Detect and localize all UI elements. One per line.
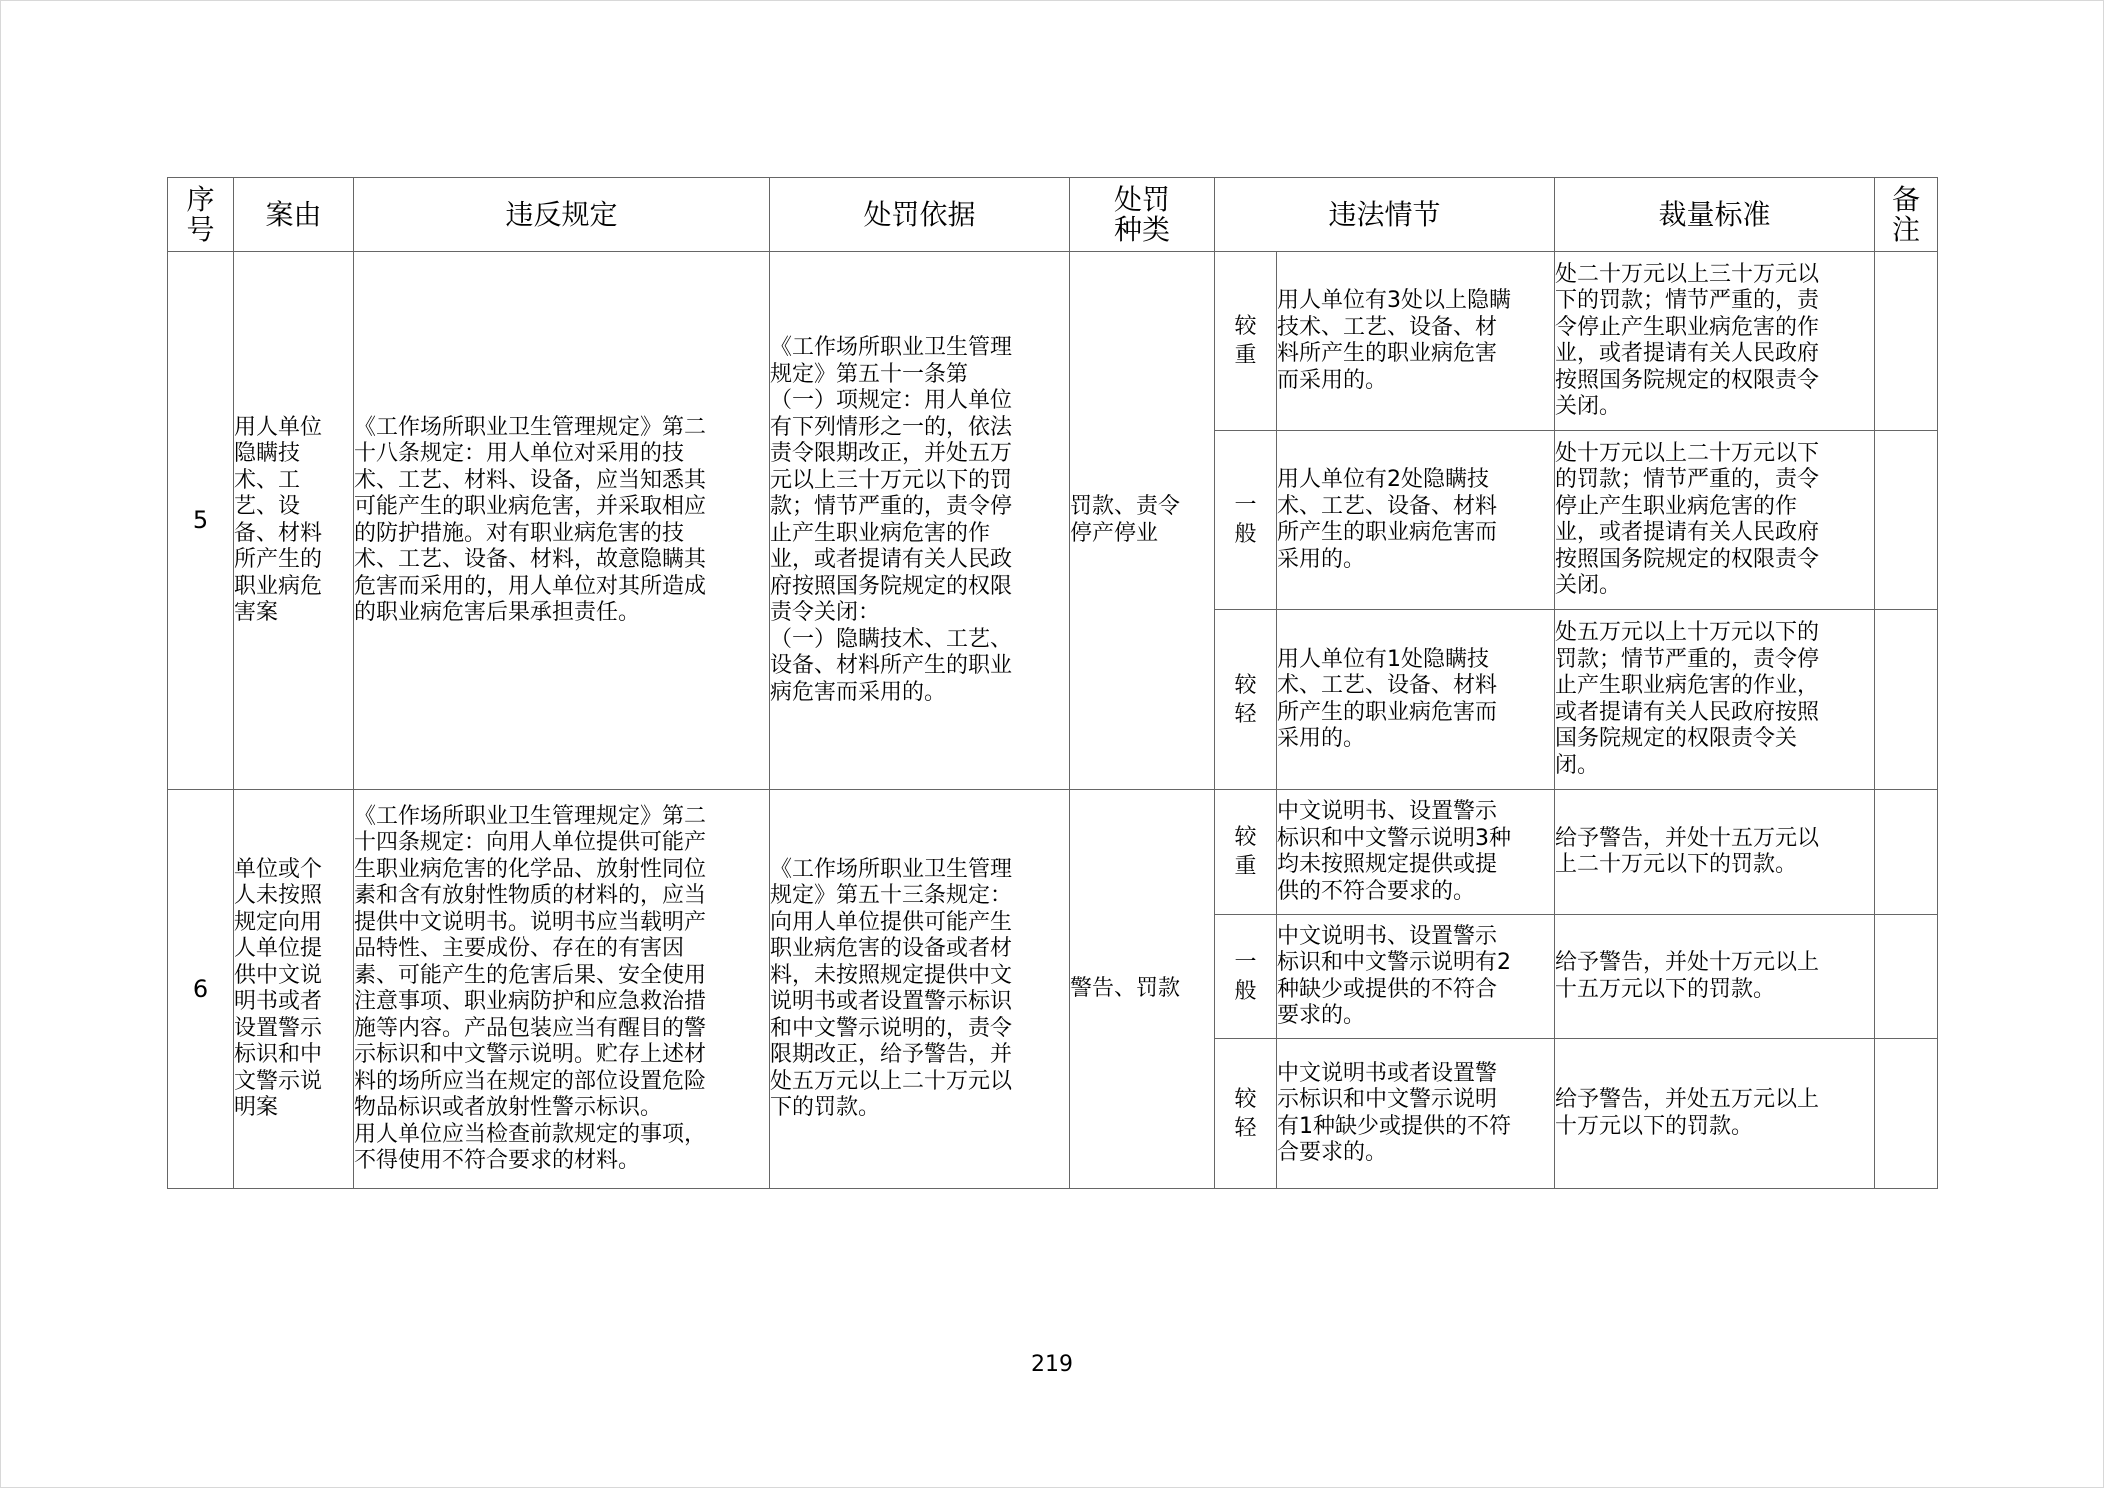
- header-circumstance: 违法情节: [1215, 178, 1555, 252]
- header-standard: 裁量标准: [1555, 178, 1875, 252]
- header-basis: 处罚依据: [770, 178, 1070, 252]
- page-number: 219: [1031, 1352, 1073, 1377]
- circumstance-text: 用人单位有1处隐瞒技 术、工艺、设备、材料 所产生的职业病危害而 采用的。: [1277, 610, 1555, 790]
- row-seq: 5: [168, 252, 234, 790]
- note-cell: [1875, 610, 1938, 790]
- header-type: 处罚 种类: [1070, 178, 1215, 252]
- note-cell: [1875, 1039, 1938, 1189]
- row-basis: 《工作场所职业卫生管理 规定》第五十三条规定： 向用人单位提供可能产生 职业病危害的设备或者材 料，未按照规定提供中文 说明书或者设置警示标识 和中文警示说明的，责令 限期改正，给予警告，并 处五万元以上二十万元以 下的罚款。: [770, 790, 1070, 1189]
- row-penalty-type: 罚款、责令 停产停业: [1070, 252, 1215, 790]
- row-violation: 《工作场所职业卫生管理规定》第二 十八条规定：用人单位对采用的技 术、工艺、材料、设备，应当知悉其 可能产生的职业病危害，并采取相应 的防护措施。对有职业病危害的技 术、工艺、设备、材料，故意隐瞒其 危害而采用的，用人单位对其所造成 的职业病危害后果承担责任。: [354, 252, 770, 790]
- level-label: 一 般: [1215, 915, 1277, 1039]
- standard-text: 处五万元以上十万元以下的 罚款；情节严重的，责令停 止产生职业病危害的作业， 或者提请有关人民政府按照 国务院规定的权限责令关 闭。: [1555, 610, 1875, 790]
- row-cause: 单位或个 人未按照 规定向用 人单位提 供中文说 明书或者 设置警示 标识和中 文警示说 明案: [234, 790, 354, 1189]
- header-note: 备 注: [1875, 178, 1938, 252]
- header-seq: 序 号: [168, 178, 234, 252]
- row-violation: 《工作场所职业卫生管理规定》第二 十四条规定：向用人单位提供可能产 生职业病危害的化学品、放射性同位 素和含有放射性物质的材料的，应当 提供中文说明书。说明书应当载明产 品特性、主要成份、存在的有害因 素、可能产生的危害后果、安全使用 注意事项、职业病防护和应急救治措 施等内容。产品包装应当有醒目的警 示标识和中文警示说明。贮存上述材 料的场所应当在规定的部位设置危险 物品标识或者放射性警示标识。 用人单位应当检查前款规定的事项， 不得使用不符合要求的材料。: [354, 790, 770, 1189]
- note-cell: [1875, 790, 1938, 915]
- standard-text: 给予警告，并处十五万元以 上二十万元以下的罚款。: [1555, 790, 1875, 915]
- row-cause: 用人单位 隐瞒技 术、工 艺、设 备、材料 所产生的 职业病危 害案: [234, 252, 354, 790]
- circumstance-text: 中文说明书或者设置警 示标识和中文警示说明 有1种缺少或提供的不符 合要求的。: [1277, 1039, 1555, 1189]
- header-cause: 案由: [234, 178, 354, 252]
- circumstance-text: 中文说明书、设置警示 标识和中文警示说明有2 种缺少或提供的不符合 要求的。: [1277, 915, 1555, 1039]
- note-cell: [1875, 252, 1938, 431]
- row-seq: 6: [168, 790, 234, 1189]
- circumstance-text: 中文说明书、设置警示 标识和中文警示说明3种 均未按照规定提供或提 供的不符合要求的。: [1277, 790, 1555, 915]
- level-label: 较 重: [1215, 790, 1277, 915]
- level-label: 较 重: [1215, 252, 1277, 431]
- penalty-table: [167, 177, 1938, 1189]
- table-row: [168, 790, 1938, 915]
- standard-text: 处十万元以上二十万元以下 的罚款；情节严重的，责令 停止产生职业病危害的作 业，或者提请有关人民政府 按照国务院规定的权限责令 关闭。: [1555, 431, 1875, 610]
- standard-text: 给予警告，并处十万元以上 十五万元以下的罚款。: [1555, 915, 1875, 1039]
- standard-text: 给予警告，并处五万元以上 十万元以下的罚款。: [1555, 1039, 1875, 1189]
- row-basis: 《工作场所职业卫生管理 规定》第五十一条第 （一）项规定：用人单位 有下列情形之一的，依法 责令限期改正，并处五万 元以上三十万元以下的罚 款；情节严重的，责令停 止产生职业病危害的作 业，或者提请有关人民政 府按照国务院规定的权限 责令关闭： （一）隐瞒技术、工艺、 设备、材料所产生的职业 病危害而采用的。: [770, 252, 1070, 790]
- circumstance-text: 用人单位有3处以上隐瞒 技术、工艺、设备、材 料所产生的职业病危害 而采用的。: [1277, 252, 1555, 431]
- standard-text: 处二十万元以上三十万元以 下的罚款；情节严重的，责 令停止产生职业病危害的作 业，或者提请有关人民政府 按照国务院规定的权限责令 关闭。: [1555, 252, 1875, 431]
- level-label: 一 般: [1215, 431, 1277, 610]
- table-row: [168, 252, 1938, 431]
- level-label: 较 轻: [1215, 1039, 1277, 1189]
- note-cell: [1875, 431, 1938, 610]
- header-violation: 违反规定: [354, 178, 770, 252]
- header-row: [168, 178, 1938, 252]
- circumstance-text: 用人单位有2处隐瞒技 术、工艺、设备、材料 所产生的职业病危害而 采用的。: [1277, 431, 1555, 610]
- level-label: 较 轻: [1215, 610, 1277, 790]
- note-cell: [1875, 915, 1938, 1039]
- row-penalty-type: 警告、罚款: [1070, 790, 1215, 1189]
